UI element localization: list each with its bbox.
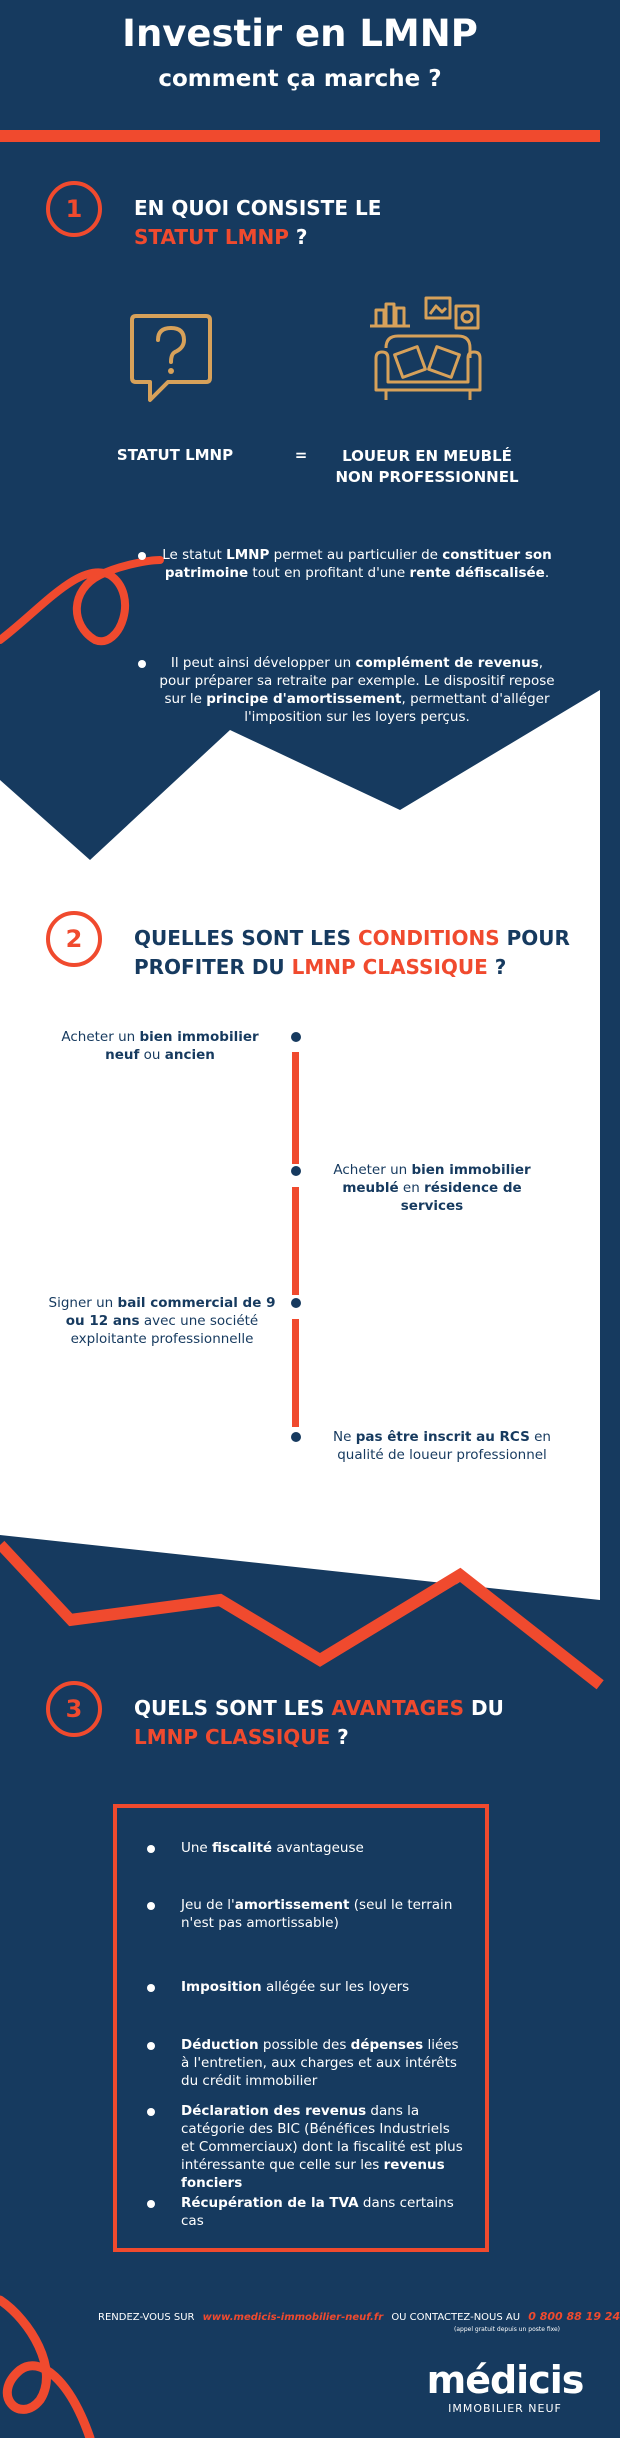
bullet-dot xyxy=(147,2108,155,2116)
bullet-dot xyxy=(138,552,146,560)
condition-3: Signer un bail commercial de 9 ou 12 ans avec une société exploitante professionnelle xyxy=(48,1295,276,1347)
question-bubble-icon xyxy=(128,312,214,408)
bullet-dot xyxy=(147,1984,155,1992)
advantage-item: Imposition allégée sur les loyers xyxy=(147,1978,467,1996)
bullet-dot xyxy=(147,2042,155,2050)
footer-phone-note: (appel gratuit depuis un poste fixe) xyxy=(454,2326,560,2333)
section3-heading: QUELS SONT LES AVANTAGES DU LMNP CLASSIQUE ? xyxy=(134,1696,504,1749)
condition-4: Ne pas être inscrit au RCS en qualité de loueur professionnel xyxy=(333,1429,551,1463)
bullet-dot xyxy=(147,2200,155,2208)
bullet-dot xyxy=(147,1902,155,1910)
equation-right: LOUEUR EN MEUBLÉ NON PROFESSIONNEL xyxy=(335,447,519,486)
brand-name: médicis xyxy=(426,2358,584,2402)
section1-bullet-1: Le statut LMNP permet au particulier de constituer son patrimoine tout en profitant d'une rente défiscalisée. xyxy=(138,546,558,582)
brand-subtitle: IMMOBILIER NEUF xyxy=(448,2402,562,2415)
section1-number: 1 xyxy=(46,181,102,237)
page-subtitle: comment ça marche ? xyxy=(158,66,442,92)
equation-sign: = xyxy=(294,446,308,464)
advantage-item: Une fiscalité avantageuse xyxy=(147,1839,467,1857)
bullet-dot xyxy=(147,1845,155,1853)
footer-url-link[interactable]: www.medicis-immobilier-neuf.fr xyxy=(202,2312,384,2323)
section2-heading: QUELLES SONT LES CONDITIONS POUR PROFITER DU LMNP CLASSIQUE ? xyxy=(134,926,570,979)
condition-2: Acheter un bien immobilier meublé en résidence de services xyxy=(333,1162,531,1214)
timeline-dot-4 xyxy=(291,1432,301,1442)
timeline-dot-2 xyxy=(291,1166,301,1176)
loop-decoration xyxy=(0,560,160,641)
section1-heading-line2: STATUT LMNP ? xyxy=(134,225,308,249)
section2-number: 2 xyxy=(46,911,102,967)
footer-phone[interactable]: 0 800 88 19 24 xyxy=(528,2310,620,2323)
timeline-bar-1 xyxy=(292,1052,299,1164)
timeline-dot-1 xyxy=(291,1032,301,1042)
page-title: Investir en LMNP xyxy=(122,12,478,55)
equation-left: STATUT LMNP xyxy=(116,446,234,464)
footer-contact-line: RENDEZ-VOUS SUR www.medicis-immobilier-neuf.fr OU CONTACTEZ-NOUS AU 0 800 88 19 24 xyxy=(98,2310,620,2323)
bullet-dot xyxy=(138,660,146,668)
timeline-dot-3 xyxy=(291,1298,301,1308)
header-divider xyxy=(0,130,600,142)
advantage-item: Déduction possible des dépenses liées à l'entretien, aux charges et aux intérêts du crédit immobilier xyxy=(147,2036,467,2090)
timeline-bar-3 xyxy=(292,1319,299,1427)
section3-number: 3 xyxy=(46,1681,102,1737)
section1-heading xyxy=(134,194,554,252)
furnished-sofa-icon xyxy=(368,296,488,414)
advantage-item: Récupération de la TVA dans certains cas xyxy=(147,2194,467,2230)
advantage-item: Jeu de l'amortissement (seul le terrain n'est pas amortissable) xyxy=(147,1896,467,1932)
brand-logo xyxy=(420,2360,590,2415)
section1-bullet-2: Il peut ainsi développer un complément de revenus, pour préparer sa retraite par exemple. Le dispositif repose sur le principe d'amortissement, permettant d'alléger l'imposition sur les loyers perçus. xyxy=(138,654,558,726)
advantages-box xyxy=(113,1804,489,2252)
condition-1: Acheter un bien immobilier neuf ou ancien xyxy=(61,1029,259,1063)
section1-heading-line1: EN QUOI CONSISTE LE xyxy=(134,196,382,220)
advantage-item: Déclaration des revenus dans la catégorie des BIC (Bénéfices Industriels et Commerciaux) dont la fiscalité est plus intéressante que celle sur les revenus fonciers xyxy=(147,2102,467,2192)
timeline-bar-2 xyxy=(292,1187,299,1295)
